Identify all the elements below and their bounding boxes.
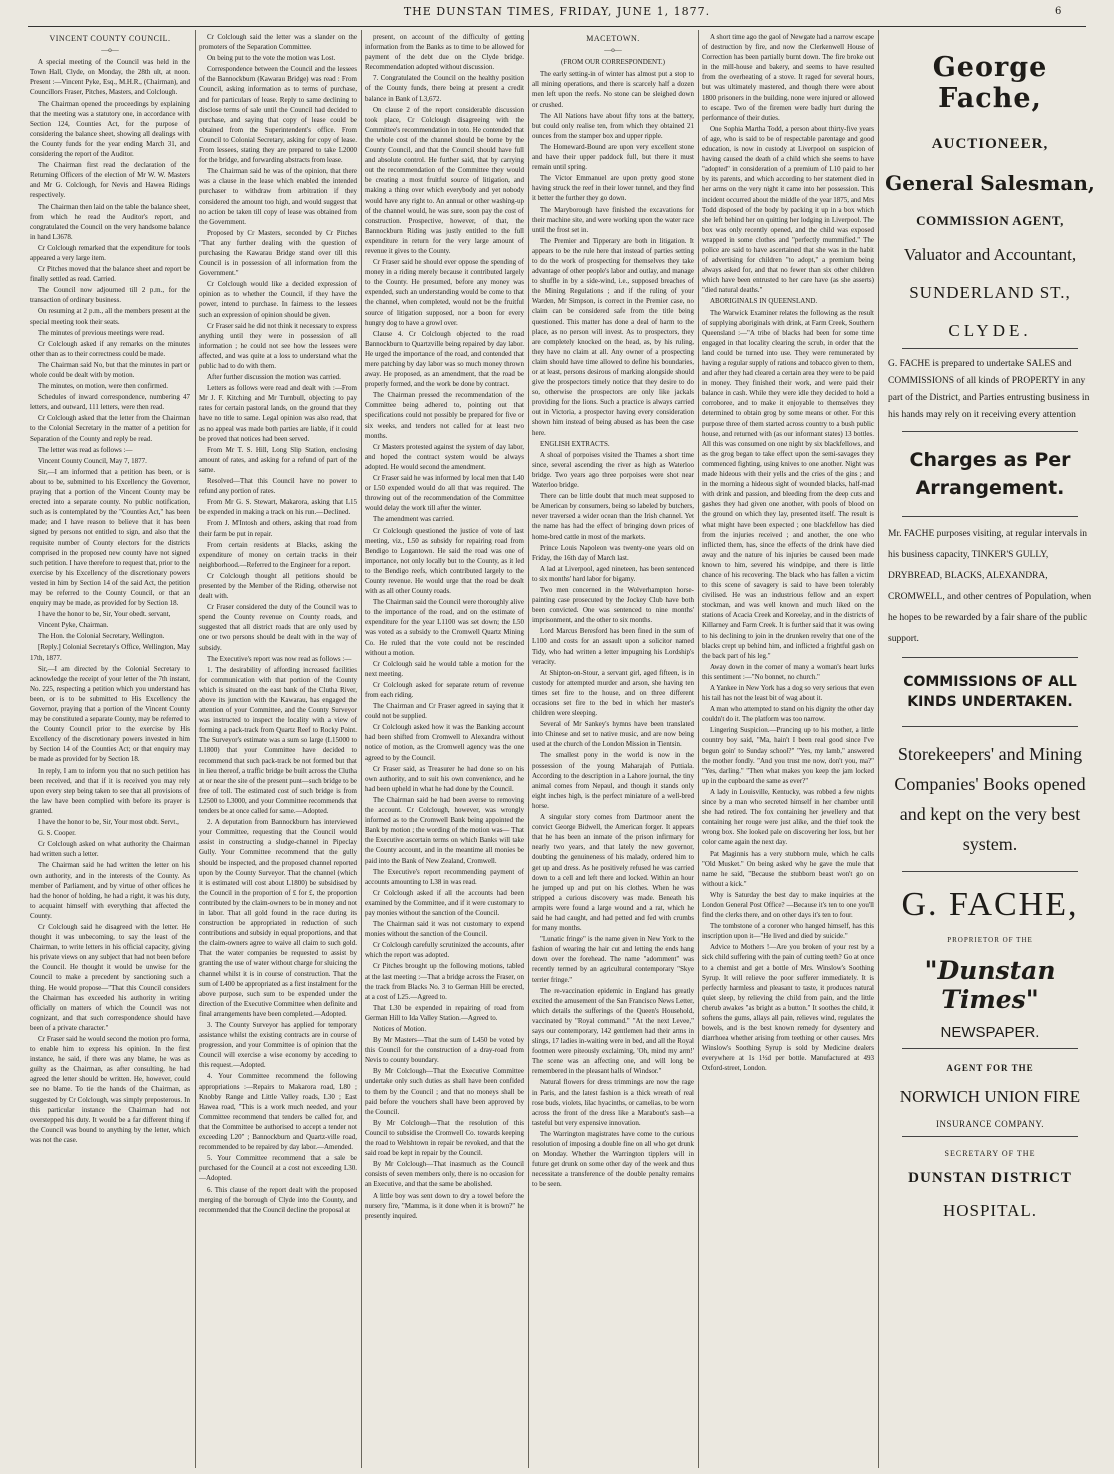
article-paragraph: Cr Colclough asked how it was the Banking account had been shifted from Cromwell to Alexandra without notice of motion, as the Cromwell agency was the one agreed to by the Council.: [365, 723, 524, 762]
article-paragraph: The Chairman said No, but that the minutes in part or whole could be dealt with by motion.: [30, 360, 190, 379]
article-paragraph: 3. The County Surveyor has applied for temporary assistance whilst the existing contracts are in course of progression, and your Committee is of opinion that the Council will exercise a wise economy by acceding to this request.—Adopted.: [199, 1021, 357, 1070]
article-heading: VINCENT COUNTY COUNCIL.: [49, 34, 171, 43]
article-paragraph: The Hon. the Colonial Secretary, Wellington.: [38, 632, 165, 641]
article-paragraph: The Warrington magistrates have come to the curious resolution of imposing a double fine on all who get drunk on Monday. Whether the Warrington tipplers will in future get drunk on some other day of the week and thus necessitate a transference of the double penalty remains to be seen.: [532, 1129, 694, 1189]
article-paragraph: A special meeting of the Council was held in the Town Hall, Clyde, on Monday, the 28th ult, at noon. Present :—Vincent Pyke, Esq., M.H.R., (Chairman), and Councillors Fraser, Pitches, Masters, and Colclough.: [30, 58, 190, 97]
advert-body-visits: Mr. FACHE purposes visiting, at regular intervals in his business capacity, TINKER'S GULLY, DRYBREAD, BLACKS, ALEXANDRA, CROMWELL, and other centres of Population, when he hopes to be rewarded by a fair share of the public support.: [888, 529, 1092, 644]
article-paragraph: Notices of Motion.: [373, 1025, 427, 1033]
article-paragraph: The Chairman said the Council were thoroughly alive to the importance of the road, and on the estimate of expenditure for the year L1100 was set down; the L50 was voted as a subsidy to the Cromwell Quartz Mining Co. He ruled that the vote could not be rescinded without a motion.: [365, 598, 524, 657]
article-paragraph: Cr Fraser considered the duty of the Council was to spend the County revenue on County roads, and suggested that all district roads that are only used by one or two persons should be dealt with in the way of subsidy.: [199, 603, 357, 652]
article-paragraph: Lord Marcus Beresford has been fined in the sum of L100 and costs for an assault upon a solicitor named Tidy, who had written a letter impugning his Lordship's veracity.: [532, 627, 694, 666]
article-paragraph: A man who attempted to stand on his dignity the other day couldn't do it. The platform was too narrow.: [702, 705, 874, 724]
masthead-rule: [28, 26, 1086, 27]
column-rule: [361, 30, 362, 1468]
article-paragraph: The Chairman said he had been averse to removing the account. Cr Colclough, however, was wrongly informed as to the Cromwell Bank being appointed the Bank by motion ; the wording of the motion was— That the Executive ascertain terms on which Banks will take the County account, and in the meantime all monies be paid into the Bank of New Zealand, Cromwell.: [365, 795, 524, 865]
article-paragraph: Cr Colclough thought all petitions should be presented by the Member of the Riding, otherwise not dealt with.: [199, 571, 357, 601]
article-paragraph: I have the honor to be, Sir, Your most obdt. Servt.,: [38, 818, 179, 827]
article-paragraph: The Chairman and Cr Fraser agreed in saying that it could not be supplied.: [365, 702, 524, 721]
column-council-continued: [199, 32, 357, 1468]
article-paragraph: Proposed by Cr Masters, seconded by Cr Pitches "That any further dealing with the question of purchasing the Kawarau Bridge stand over till this Council is in possession of all information from the Government.": [199, 228, 357, 278]
article-paragraph: present, on account of the difficulty of getting information from the Banks as to time to be allowed for payment of the debt due on the Clyde bridge. Recommendation adopted without discussion.: [365, 33, 524, 72]
article-paragraph: Cr Fraser said he should ever oppose the spending of money in a riding merely because it contributed largely to the County. He presumed, before any money was expended, such an understanding would be come to that the channel, when completed, would not be the fruitful source of litigation supposed, nor a boon for every hungry dog to have a growl over.: [365, 258, 524, 327]
article-paragraph: Cr Colclough asked for separate return of revenue from each riding.: [365, 680, 524, 699]
newspaper-line: NEWSPAPER.: [940, 1024, 1040, 1041]
proprietor-name: G. FACHE,: [901, 886, 1079, 923]
article-paragraph: The minutes of previous meetings were read.: [38, 328, 165, 337]
article-paragraph: By Mr Colclough—That the Executive Committee undertake only such duties as shall have been confided to them by the Council ; and that no moneys shall be paid before the vouchers shall have been approved by the Council.: [365, 1067, 524, 1116]
article-paragraph: Vincent County Council, May 7, 1877.: [38, 456, 147, 465]
article-paragraph: The Chairman pressed the recommendation of the Committee being adhered to, pointing out that specifications could not possibly be prepared for five or six weeks, and tenders not called for at least two months.: [365, 391, 524, 440]
divider: [902, 871, 1078, 872]
article-paragraph: Cr Colclough said he disagreed with the letter. He thought it was unbecoming, to say the least of the Chairman, to write letters in his official capacity, giving his private views on any subject that had not been before the Council. He thought it would be unwise for the Council to make a precedent by sanctioning such a thing. He would propose—"That this Council considers the Chairman has exceeded his authority in writing officially on matters of which the Council was not cognizant, and that such correspondence should have been of a private character.": [30, 922, 190, 1032]
article-paragraph: The tombstone of a coroner who hanged himself, has this inscription upon it—"He lived and died by suicide.": [702, 922, 874, 941]
article-paragraph: By Mr Masters—That the sum of L450 be voted by this Council for the construction of a dray-road from Nevis to county boundary.: [365, 1036, 524, 1065]
article-paragraph: ENGLISH EXTRACTS.: [540, 439, 610, 448]
advert-body-sales: G. FACHE is prepared to undertake SALES and COMMISSIONS of all kinds of PROPERTY in any part of the District, and Parties entrusting business in his hands may rely on it receiving every attention: [888, 359, 1090, 420]
article-paragraph: The Homeward-Bound are upon very excellent stone and have their upper paddock full, but there it must remain until spring.: [532, 142, 694, 172]
article-paragraph: The Chairman said he had written the letter on his own authority, and in the interests of the County. As member of Parliament, and by virtue of other offices he had the honor of holding, he had a right, it was his duty, to acquaint himself with everything that affected the County.: [30, 861, 190, 920]
article-paragraph: The amendment was carried.: [373, 515, 454, 524]
article-paragraph: The early setting-in of winter has almost put a stop to all mining operations, and there is scarcely half a dozen men left upon the reefs. No stone can be sleighed down or crushed.: [532, 70, 694, 109]
article-paragraph: Advice to Mothers !—Are you broken of your rest by a sick child suffering with the pain of cutting teeth? Go at once to a chemist and get a bottle of Mrs. Winslow's Soothing Syrup. It will relieve the poor sufferer immediately. It is perfectly harmless and pleasant to taste, it produces natural quiet sleep, by relieving the child from pain, and the little cherub awakes "as bright as a button." It soothes the child, it softens the gums, allays all pain, relieves wind, regulates the bowels, and is the best known remedy for dysentery and diarrhoea whether arising from teething or other causes. Mrs Winslow's Soothing Syrup is sold by Medicine dealers everywhere at 1s 1½d per bottle. Manufactured at 493 Oxford-street, London.: [702, 943, 874, 1073]
article-paragraph: On resuming at 2 p.m., all the members present at the special meeting took their seats.: [30, 307, 190, 326]
article-paragraph: Cr Colclough asked if any remarks on the minutes other than as to their correctness could be made.: [30, 339, 190, 358]
heading-dash: —o—: [101, 46, 119, 55]
commission-agent-line: COMMISSION AGENT,: [916, 213, 1064, 228]
insurance-line: INSURANCE COMPANY.: [935, 1119, 1045, 1129]
secretary-line: SECRETARY OF THE: [944, 1149, 1036, 1158]
article-subheading: (FROM OUR CORRESPONDENT.): [561, 58, 665, 67]
divider: [902, 516, 1078, 517]
article-paragraph: One Sophia Martha Todd, a person about thirty-five years of age, who is said to be of respectable parentage and good education, is now in custody at Liverpool on suspicion of having caused the death of a child which she seems to have "adopted" in consideration of a premium of L10 paid to her by its parents, and which according to her statement died in her arms on the very night it came into her possession. This incident occurred about the middle of the year 1875, and Mrs Todd disposed of the body by packing it up in a box which she left behind her on quitting her lodging in Liverpool. The box was only recently opened, and the child was exposed wrapped in some clothes and "perfectly mummified." The police are said to have ascertained that she was in the habit of advertising for children "to adopt," a premium being always asked for, and that no fewer than six other children which have been entrusted to her care have (as she asserts) "died natural deaths.": [702, 124, 874, 295]
article-paragraph: Schedules of inward correspondence, numbering 47 letters, and outward, 111 letters, were then read.: [30, 393, 190, 412]
auctioneer-line: AUCTIONEER,: [931, 136, 1049, 152]
newspaper-title: "Dunstan Times": [924, 956, 1056, 1014]
divider: [902, 1048, 1078, 1049]
storekeepers-books: Storekeepers' and Mining Companies' Books opened and kept on the very best system.: [894, 744, 1086, 854]
article-paragraph: From J. M'Intosh and others, asking that road from their farm be put in repair.: [199, 519, 357, 538]
column-rule: [698, 30, 699, 1468]
article-paragraph: The Executive's report was now read as follows :—: [207, 654, 352, 663]
article-paragraph: 6. This clause of the report dealt with the proposed merging of the borough of Clyde into the County, and recommended that the Council decline the proposal at: [199, 1185, 357, 1214]
article-paragraph: Cr Colclough questioned the justice of vote of last meeting, viz., L50 as subsidy for repairing road from Bendigo to Logantown. He said the road was one of importance, not only locally but to the County, as it led to the Bendigo reefs, which contributed largely to the County revenue. He would urge that the road be dealt with as all other County roads.: [365, 526, 524, 596]
article-paragraph: There can be little doubt that much meat supposed to be American by consumers, being so labeled by butchers, never traversed a wider ocean than the Irish channel. Yet the name has had the effect of bringing down prices of home-bred cattle in most of the markets.: [532, 492, 694, 541]
article-paragraph: From Mr G. S. Stewart, Makarora, asking that L15 be expended in making a track on his run.—Declined.: [199, 498, 357, 517]
advertiser-name: George Fache,: [932, 52, 1048, 114]
article-paragraph: Cr Colclough asked that the letter from the Chairman to the Colonial Secretary in the matter of a petition for Separation of the County and reply be read.: [30, 414, 190, 443]
article-paragraph: The Chairman opened the proceedings by explaining that the meeting was a statutory one, in accordance with Section 124, Counties Act, for the purpose of considering the balance sheet, showing all dealings with the County funds for the year ending March 31, and considering the report of the Auditor.: [30, 99, 190, 159]
article-paragraph: 4. Your Committee recommend the following appropriations :—Repairs to Makarora road, L80 ; Knobby Range and Little Valley roads, L30 ; East Hawea road, "This is a work much needed, and your Committee recommend that tenders be called for, and that the Committee be authorised to accept a tender not exceeding L20" ; Bannockburn and Quartz-ville road, recommended to be repaired by day labor.—Amended.: [199, 1072, 357, 1152]
article-paragraph: From certain residents at Blacks, asking the expenditure of money on certain tracks in their neighborhood.—Referred to the Engineer for a report.: [199, 540, 357, 569]
article-paragraph: Cr Fraser said, as Treasurer he had done so on his own authority, and to suit his own convenience, and he had been upheld in what he had done by the Council.: [365, 764, 524, 793]
article-paragraph: A lad at Liverpool, aged nineteen, has been sentenced to six months' hard labor for bigamy.: [532, 564, 694, 583]
article-paragraph: By Mr Colclough—That the resolution of this Council to subsidise the Cromwell Co. towards keeping the road to Welshtown in repair be revoked, and that the said road be kept in repair by the Council.: [365, 1118, 524, 1158]
article-paragraph: Cr Fraser said he was informed by local men that L40 or L50 expended would do all that was required. The throwing out of the recommendation of the Committee would delay the work till after the winter.: [365, 474, 524, 513]
article-paragraph: The Chairman first read the declaration of the Returning Officers of the election of Mr W. W. Masters and Mr G. Colclough, for Nevis and Hawea Ridings respectively.: [30, 161, 190, 200]
article-paragraph: Cr Pitches brought up the following motions, tabled at the last meeting :—That a bridge across the Fraser, on the track from Blacks No. 3 to German Hill be erected, at a cost of L25.—Agreed to.: [365, 962, 524, 1001]
article-paragraph: Letters as follows were read and dealt with :—From Mr J. F. Kitching and Mr Turnbull, objecting to pay rates for certain pastoral lands, on the ground that they have no title to same. Legal opinion was also read, that as no appeal was made both parties are liable, if it could be proved that notices had been served.: [199, 384, 357, 443]
article-paragraph: The re-vaccination epidemic in England has greatly excited the amusement of the San Francisco News Letter, which details the sufferings of the Queen's Household, vaccinated by "Royal command." "At the next Levee," says our contemporary, 142 gentlemen had their arms in slings, 17 ladies in-waiting were in bed, and all the Royal footmen were piteously exclaiming, 'Oh, mind my arm!' The scene was an affecting one, and will long be remembered in the pleasant halls of Windsor.": [532, 986, 694, 1076]
article-paragraph: The Chairman said he was of the opinion, that there was a clause in the lease which enabled the intended purchaser to withdraw from arbitration if they considered the amount too high, and would suggest that no action be taken till copy of lease was obtained from the Government.: [199, 167, 357, 226]
valuator-line: Valuator and Accountant,: [903, 245, 1077, 264]
article-paragraph: Sir,—I am informed that a petition has been, or is about to be, submitted to his Excellency the Governor, praying that a portion of the Vincent County may be erected into a separate county. No public notification, such as is contemplated by the "Counties Act," has been made; and I have reason to believe that it has been signed by persons not entitled to sign, and also that the requisite number of County electors for the districts comprised in the proposed new county have not signed such petition. I have therefore to request that, prior to the exercise by his Excellency of the discretionary powers vested in him by Section 14 of the said Act, the petition may be referred to the County Council, or that an enquiry may be made, as provided for by Section 18.: [30, 467, 190, 608]
article-paragraph: At Shipton-on-Stour, a servant girl, aged fifteen, is in custody for attempted murder and arson, she having ten times set fire to the house, and on three different occasions set fire to the bed in which her master's children were sleeping.: [532, 668, 694, 718]
article-paragraph: A lady in Louisville, Kentucky, was robbed a few nights since by a man who secreted himself in her chamber until she had retired. The fox containing her jewellery and that containing her rouge were just alike, and the thief took the wrong box. She looked pale on discovering her loss, but her color came again the next day.: [702, 787, 874, 847]
article-paragraph: Cr Colclough carefully scrutinized the accounts, after which the report was adopted.: [365, 941, 524, 960]
article-paragraph: Why is Saturday the best day to make inquiries at the London General Post Office? —Because it's ten to one you'll find the clerks there, and on other days it's ten to four.: [702, 890, 874, 920]
article-paragraph: 5. Your Committee recommend that a sale be purchased for the Council at a cost not exceeding L30.—Adopted.: [199, 1154, 357, 1183]
commissions-heading: COMMISSIONS OF ALL KINDS UNDERTAKEN.: [903, 674, 1077, 710]
article-paragraph: The Victor Emmanuel are upon pretty good stone having struck the reef in their lower tunnel, and they find it better the further they go down.: [532, 174, 694, 203]
article-paragraph: Cr Colclough asked if all the accounts had been examined by the Committee, and if it were customary to pay monies without the sanction of the Council.: [365, 888, 524, 917]
article-paragraph: The All Nations have about fifty tons at the battery, but could only realise ten, from which they obtained 21 ounces from the stamper box and upper ripple.: [532, 111, 694, 140]
column-rule: [528, 30, 529, 1468]
masthead-title: THE DUNSTAN TIMES, FRIDAY, JUNE 1, 1877.: [403, 5, 711, 18]
article-paragraph: Vincent Pyke, Chairman.: [38, 621, 109, 630]
column-vincent-county-council: [30, 32, 190, 1468]
article-paragraph: Cr Colclough said he would table a motion for the next meeting.: [365, 659, 524, 678]
charges-heading: Charges as Per Arrangement.: [909, 449, 1071, 499]
article-paragraph: Away down in the corner of many a woman's heart lurks this sentiment :—"No bonnet, no church.": [702, 662, 874, 681]
article-paragraph: Sir,—I am directed by the Colonial Secretary to acknowledge the receipt of your letter of the 7th instant, No. 225, respecting a petition which you understand has been, or is to be submitted to His Excellency the Governor, praying that a portion of the Vincent County may be constituted a separate County, may be referred to the County Council prior to the exercise by His Excellency of the discretionary powers invested in him by Section 14 of the Counties Act; or that enquiry may be made as provided for by Section 18.: [30, 664, 190, 764]
column-rule: [195, 30, 196, 1468]
article-paragraph: In reply, I am to inform you that no such petition has been received, and that if it is received you may rely upon every step being taken to see that all provisions of the law have been complied with before its prayer is granted.: [30, 766, 190, 815]
article-paragraph: By Mr Colclough—That inasmuch as the Council consists of seven members only, there is no occasion for an Executive, and that the same be abolished.: [365, 1160, 524, 1189]
article-paragraph: [Reply.] Colonial Secretary's Office, Wellington, May 17th, 1877.: [30, 643, 190, 662]
district-line: DUNSTAN DISTRICT: [908, 1170, 1072, 1186]
article-paragraph: The Chairman said it was not customary to expend monies without the sanction of the Council.: [365, 920, 524, 939]
article-paragraph: Cr Colclough remarked that the expenditure for tools appeared a very large item.: [30, 243, 190, 262]
proprietor-of-line: PROPRIETOR OF THE: [947, 936, 1033, 944]
article-paragraph: Lingering Suspicion.—Prancing up to his mother, a little country boy said, "Ma, hain't I been real good since I've begun goin' to Sunday school?" "Yes, my lamb," answered the mother fondly. "And you trust me now, don't you, ma?" "Yes, darling." "Then what makes you keep the jam locked up in the cupboard the same as ever?": [702, 726, 874, 785]
article-paragraph: Two men concerned in the Wolverhampton horse-painting case prosecuted by the Jockey Club have both been convicted. One was sentenced to nine months' imprisonment, and the other to six months.: [532, 585, 694, 625]
article-paragraph: 7. Congratulated the Council on the healthy position of the County funds, there being at present a credit balance in Bank of L3,672.: [365, 74, 524, 103]
address-street: SUNDERLAND ST.,: [909, 283, 1071, 302]
article-paragraph: Resolved—That this Council have no power to refund any portion of rates.: [199, 477, 357, 496]
article-paragraph: A little boy was sent down to dry a towel before the nursery fire, "Mamma, is it done when it is brown?" he presently inquired.: [365, 1191, 524, 1220]
hospital-line: HOSPITAL.: [942, 1201, 1038, 1220]
article-paragraph: The letter was read as follows :—: [38, 445, 133, 454]
article-paragraph: I have the honor to be, Sir, Your obedt. servant,: [38, 610, 171, 619]
article-paragraph: Clause 4. Cr Colclough objected to the road Bannockburn to Quartzville being repaired by day labor. He urged the importance of the road, and contended that mere patching by day labor was so much money thrown away. He proposed, as an amendment, that the road be properly formed, and the work be done by contract.: [365, 329, 524, 389]
article-paragraph: The smallest pony in the world is now in the possession of the young Maharajah of Puttiala. According to the description in a Lahore journal, the tiny animal comes from Nepaul, and though it stands only eight inches high, is the perfect miniature of a well-bred horse.: [532, 751, 694, 810]
article-paragraph: "Lunatic fringe" is the name given in New York to the fashion of wearing the hair cut and letting the ends hang down over the forehead. The name "adornment" was recently termed by an agricultural contemporary "Skye terrier fringe.": [532, 935, 694, 984]
article-paragraph: 1. The desirability of affording increased facilities for communication with that portion of the County which is situated on the east bank of the Clutha River, above its junction with the Kawarau, has engaged the attention of your Committee, and the County Surveyor was instructed to inspect the locality with a view of forming a pack-track from Quartz Reef to Rocky Point. The Surveyor's estimate was a sum so large (L15000 to L1800) that your Committee have decided to recommend that such pack-track be not formed but that in lieu thereof, a traffic bridge be built across the Clutha at or near the site of the present punt—such bridge to be free of toll. The estimated cost of such bridge is from L2500 to L3000, and your Committee recommends that tenders be at once called for same.—Adopted.: [199, 665, 357, 816]
article-paragraph: Pat Maginnis has a very stubborn mule, which he calls "Old Musket." On being asked why he gave the mule that name he said, "Because the stubborn beast won't go on without a kick.": [702, 849, 874, 888]
article-paragraph: Cr Colclough asked on what authority the Chairman had written such a letter.: [30, 840, 190, 859]
article-paragraph: The Warwick Examiner relates the following as the result of supplying aboriginals with drink, at Farm Creek, Southern Queensland :—"A tribe of blacks had been for some time engaged in that locality clearing the scrub, in order that the land could be turned into use. They were remunerated by having a regular supply of rations and tobacco given to them, and after they had cleared a certain area they were to be paid in money. They finished their work, and were paid their balance in cash. While they were idle they decided to hold a corroboree, and to make it enjoyable to themselves they determined to obtain grog by some means or other. For this purpose three of them started across country to a bush public house, and returned with (as our informant states) 13 bottles. All this was consumed on one night by six blackfellows, and as the grog began to take effect upon the semi-savages they commenced fighting, using knives to one another. Night was made hideous with their yells and the cries of the gins ; and in the morning a hideous sight of wounded blacks, half-mad with drink and passion, and bleeding from the deep cuts and gashes they had given one another, with pools of blood on the ground on which they lay, presented itself. The result is what might have been expected ; one blackfellow has died from the injuries received ; and another, the one who inflicted them, has, since the effects of the drink have died away and the nature of his injuries be caused been made known to him, severed his windpipe, and there is little chance of his recovering. The black who has fallen a victim to this scene of savagery is said to have been tolerably civilised. He was an industrious fellow and an expert stockman, and was well known and much liked on the stations of Acacia Creek and Koreelay, and in the districts of Killarney and Farm Creek. It is further said that it was owing to his declining to join in the drunken revelry that one of the blacks crept up behind him, and inflicted a frightful gash on the back part of his leg.": [702, 308, 874, 660]
article-paragraph: G. S. Cooper.: [38, 829, 76, 838]
article-paragraph: The Executive's report recommending payment of accounts amounting to L38 in was read.: [365, 867, 524, 886]
article-paragraph: After further discussion the motion was carried.: [207, 373, 341, 382]
article-paragraph: The Chairman then laid on the table the balance sheet, from which he read the Auditor's report, and congratulated the Council on the very handsome balance in hand L3678.: [30, 202, 190, 241]
page-mark: 6: [1055, 6, 1063, 17]
article-paragraph: That L30 be expended in repairing of road from German Hill to Ida Valley Station.—Agreed to.: [365, 1003, 524, 1022]
article-paragraph: A short time ago the gaol of Newgate had a narrow escape of destruction by fire, and now the Clerkenwell House of Correction has been partially burnt down. The fire broke out in the mill-house and bakery, and seems to have resulted from the overheating of a stove. It raged for several hours, but was ultimately mastered, and though there were about 1800 prisoners in the building, none were injured or allowed to escape. Two of the firemen were badly hurt during the performance of their duties.: [702, 33, 874, 122]
column-rule: [878, 30, 879, 1468]
article-heading: MACETOWN.: [586, 34, 640, 43]
article-paragraph: A Yankee in New York has a dog so very serious that even his tail has not the least bit of wag about it.: [702, 684, 874, 703]
divider: [902, 657, 1078, 658]
masthead: [0, 0, 1114, 22]
agent-line: AGENT FOR THE: [946, 1063, 1034, 1073]
salesman-line: General Salesman,: [885, 171, 1095, 195]
article-paragraph: Natural flowers for dress trimmings are now the rage in Paris, and the latest fashion is a thick wreath of real rose buds, violets, lilac hyacinths, or camelias, to be worn across the front of the dress like a Marabout's sash—a tasteful but very expensive innovation.: [532, 1078, 694, 1127]
article-paragraph: Prince Louis Napoleon was twenty-one years old on Friday, the 16th day of March last.: [532, 543, 694, 562]
article-paragraph: Cr Fraser said he would second the motion pro forma, to enable him to express his opinion. In the first instance, he said, if there was any blame, he was as guilty as the Chairman, as after consulting, he had agreed the letter should be written. He, however, could see no blame. To tie the hands of the Chairman, as suggested by Cr Colclough, was simply preposterous. In this particular instance the Chairman had not overstepped his duty. It would be a far different thing if the Council was bound to anything by the letter, which was not the case.: [30, 1035, 190, 1144]
article-paragraph: From Mr T. S. Hill, Long Slip Station, enclosing amount of rates, and asking for a refund of part of the same.: [199, 445, 357, 474]
article-paragraph: Cr Pitches moved that the balance sheet and report be finally settled as read. Carried.: [30, 265, 190, 284]
article-paragraph: The Council now adjourned till 2 p.m., for the transaction of ordinary business.: [30, 286, 190, 305]
norwich-union-line: NORWICH UNION FIRE: [899, 1087, 1081, 1106]
article-paragraph: On clause 2 of the report considerable discussion took place, Cr Colclough disagreeing with the Committee's recommendation in toto. He contended that the whole cost of the channel should be borne by the County Council, and that the Council should have full and absolute control. He further said, that by carrying out the recommendation of the Committee they would be creating a most fruitful source of litigation, and making a thing over which everybody and yet nobody would have any right to. An annual or other washing-up of the channel would, he was sure, soon pay the cost of construction. Prospective, however, of that, the Bannockburn Riding was justly entitled to the full expenditure in return for the very large amount of revenue it gives to the County.: [365, 105, 524, 255]
heading-dash: —o—: [604, 46, 622, 55]
divider: [902, 726, 1078, 727]
address-town: CLYDE.: [948, 321, 1032, 340]
article-paragraph: Correspondence between the Council and the lessees of the Bannockburn (Kawarau Bridge) was read : From Council, asking information as to terms of purchase, and for particulars of lease. Reply to same declining to disclose terms of sale until the Council had decided to purchase, and saying that copy of lease could be obtained from the Superintendent's office. From Council to Colonial Secretary, asking for copy of lease. From lessees, stating they are prepared to take L2000 for the bridge, and forwarding abstracts from lease.: [199, 65, 357, 165]
column-extracts: [702, 32, 874, 1468]
article-paragraph: The Premier and Tipperary are both in litigation. It appears to be the rule here that instead of parties setting to do the work of prospecting for themselves they take advantage of other people's labor and outlay, and manage to shuffle in by a side-wind, i.e., supposed breaches of the Mining Regulations ; and if the ruling of your Warden, Mr Simpson, is correct in the Premier case, no claim can be considered safe from the title being questioned. This matter has done a deal of harm to the place, as no person will invest. As to prospectors, they are completely knocked on the head, as, by his ruling, they have no claim at all. Any owner of a prospecting claim should have time allowed to define his boundaries, or at least, persons desirous of marking alongside should give the prospectors timely notice that they desire to do so, otherwise the prospectors are only like jackals providing for the lions. Such a practice is always carried out in Victoria, a prospector having every consideration shown him instead of being abused as has been the case here.: [532, 236, 694, 437]
article-paragraph: The minutes, on motion, were then confirmed.: [38, 382, 169, 391]
article-paragraph: On being put to the vote the motion was Lost.: [207, 54, 336, 63]
article-paragraph: Cr Masters protested against the system of day labor, and hoped the contract system would be always adopted. He would second the amendment.: [365, 442, 524, 471]
article-paragraph: 2. A deputation from Bannockburn has interviewed your Committee, requesting that the Council would assist in constructing a sludge-channel in Pipeclay Gully. Your Committee recommend that the gully should be inspected, and the proposed channel reported upon by the County Surveyor. That the channel (which it is estimated will cost about L1800) be subsidised by the Council in the proportion of £ for £, the proportion contributed by the claim-owners to be in money and not in labor. That all gold found in the race during its construction be appropriated in reduction of such contributions and subsidy in equal proportions, and that the claim-owners agree to waive all claim to such gold. That the water companies be requested to assist by granting the use of water without charge for sluicing the channel whilst it is in course of construction. That the sum of L400 be appropriated as a first instalment for the above purpose, such sum to be expended under the direction of the Executive Committee when definite and final arrangements have been completed.—Adopted.: [199, 818, 357, 1018]
divider: [902, 348, 1078, 349]
article-paragraph: Cr Fraser said he did not think it necessary to express anything until they were in possession of all information ; he could not see how the lessees were affected, and was quite at a loss to understand what the public had to do with them.: [199, 321, 357, 370]
article-paragraph: The Maryborough have finished the excavations for their machine site, and were working upon the water race until the frost set in.: [532, 205, 694, 234]
george-fache-advertisement: [884, 32, 1096, 1468]
article-paragraph: Cr Colclough said the letter was a slander on the promoters of the Separation Committee.: [199, 33, 357, 52]
column-macetown: [532, 32, 694, 1468]
article-paragraph: Cr Colclough would like a decided expression of opinion as to whether the Council, if they have the power, intend to purchase. In fairness to the lessees such an expression of opinion should be given.: [199, 280, 357, 319]
column-council-continued-2: [365, 32, 524, 1468]
article-paragraph: Several of Mr Sankey's hymns have been translated into Chinese and set to native music, and are now being used at the church of the London Mission in Tientsin.: [532, 720, 694, 749]
divider: [902, 1136, 1078, 1137]
article-paragraph: ABORIGINALS IN QUEENSLAND.: [710, 297, 818, 306]
article-paragraph: A shoal of porpoises visited the Thames a short time since, several ascending the river as high as Waterloo bridge. Two years ago three porpoises were shot near Waterloo bridge.: [532, 450, 694, 490]
article-paragraph: A singular story comes from Dartmoor anent the convict George Bidwell, the American forger. It appears that he has been an inmate of the prison infirmary for nearly two years, and that lately the new governor, doubting the genuineness of his malady, ordered him to get up and dress. As he positively refused he was carried down to a cell and left there and locked. Within an hour he jumped up and put on his clothes. When he was stripped a curious discovery was made. Beneath his armpits were found a large wound and a rat, which he said he had caught, and had petted and fed with crumbs for many months.: [532, 813, 694, 933]
divider: [902, 431, 1078, 432]
